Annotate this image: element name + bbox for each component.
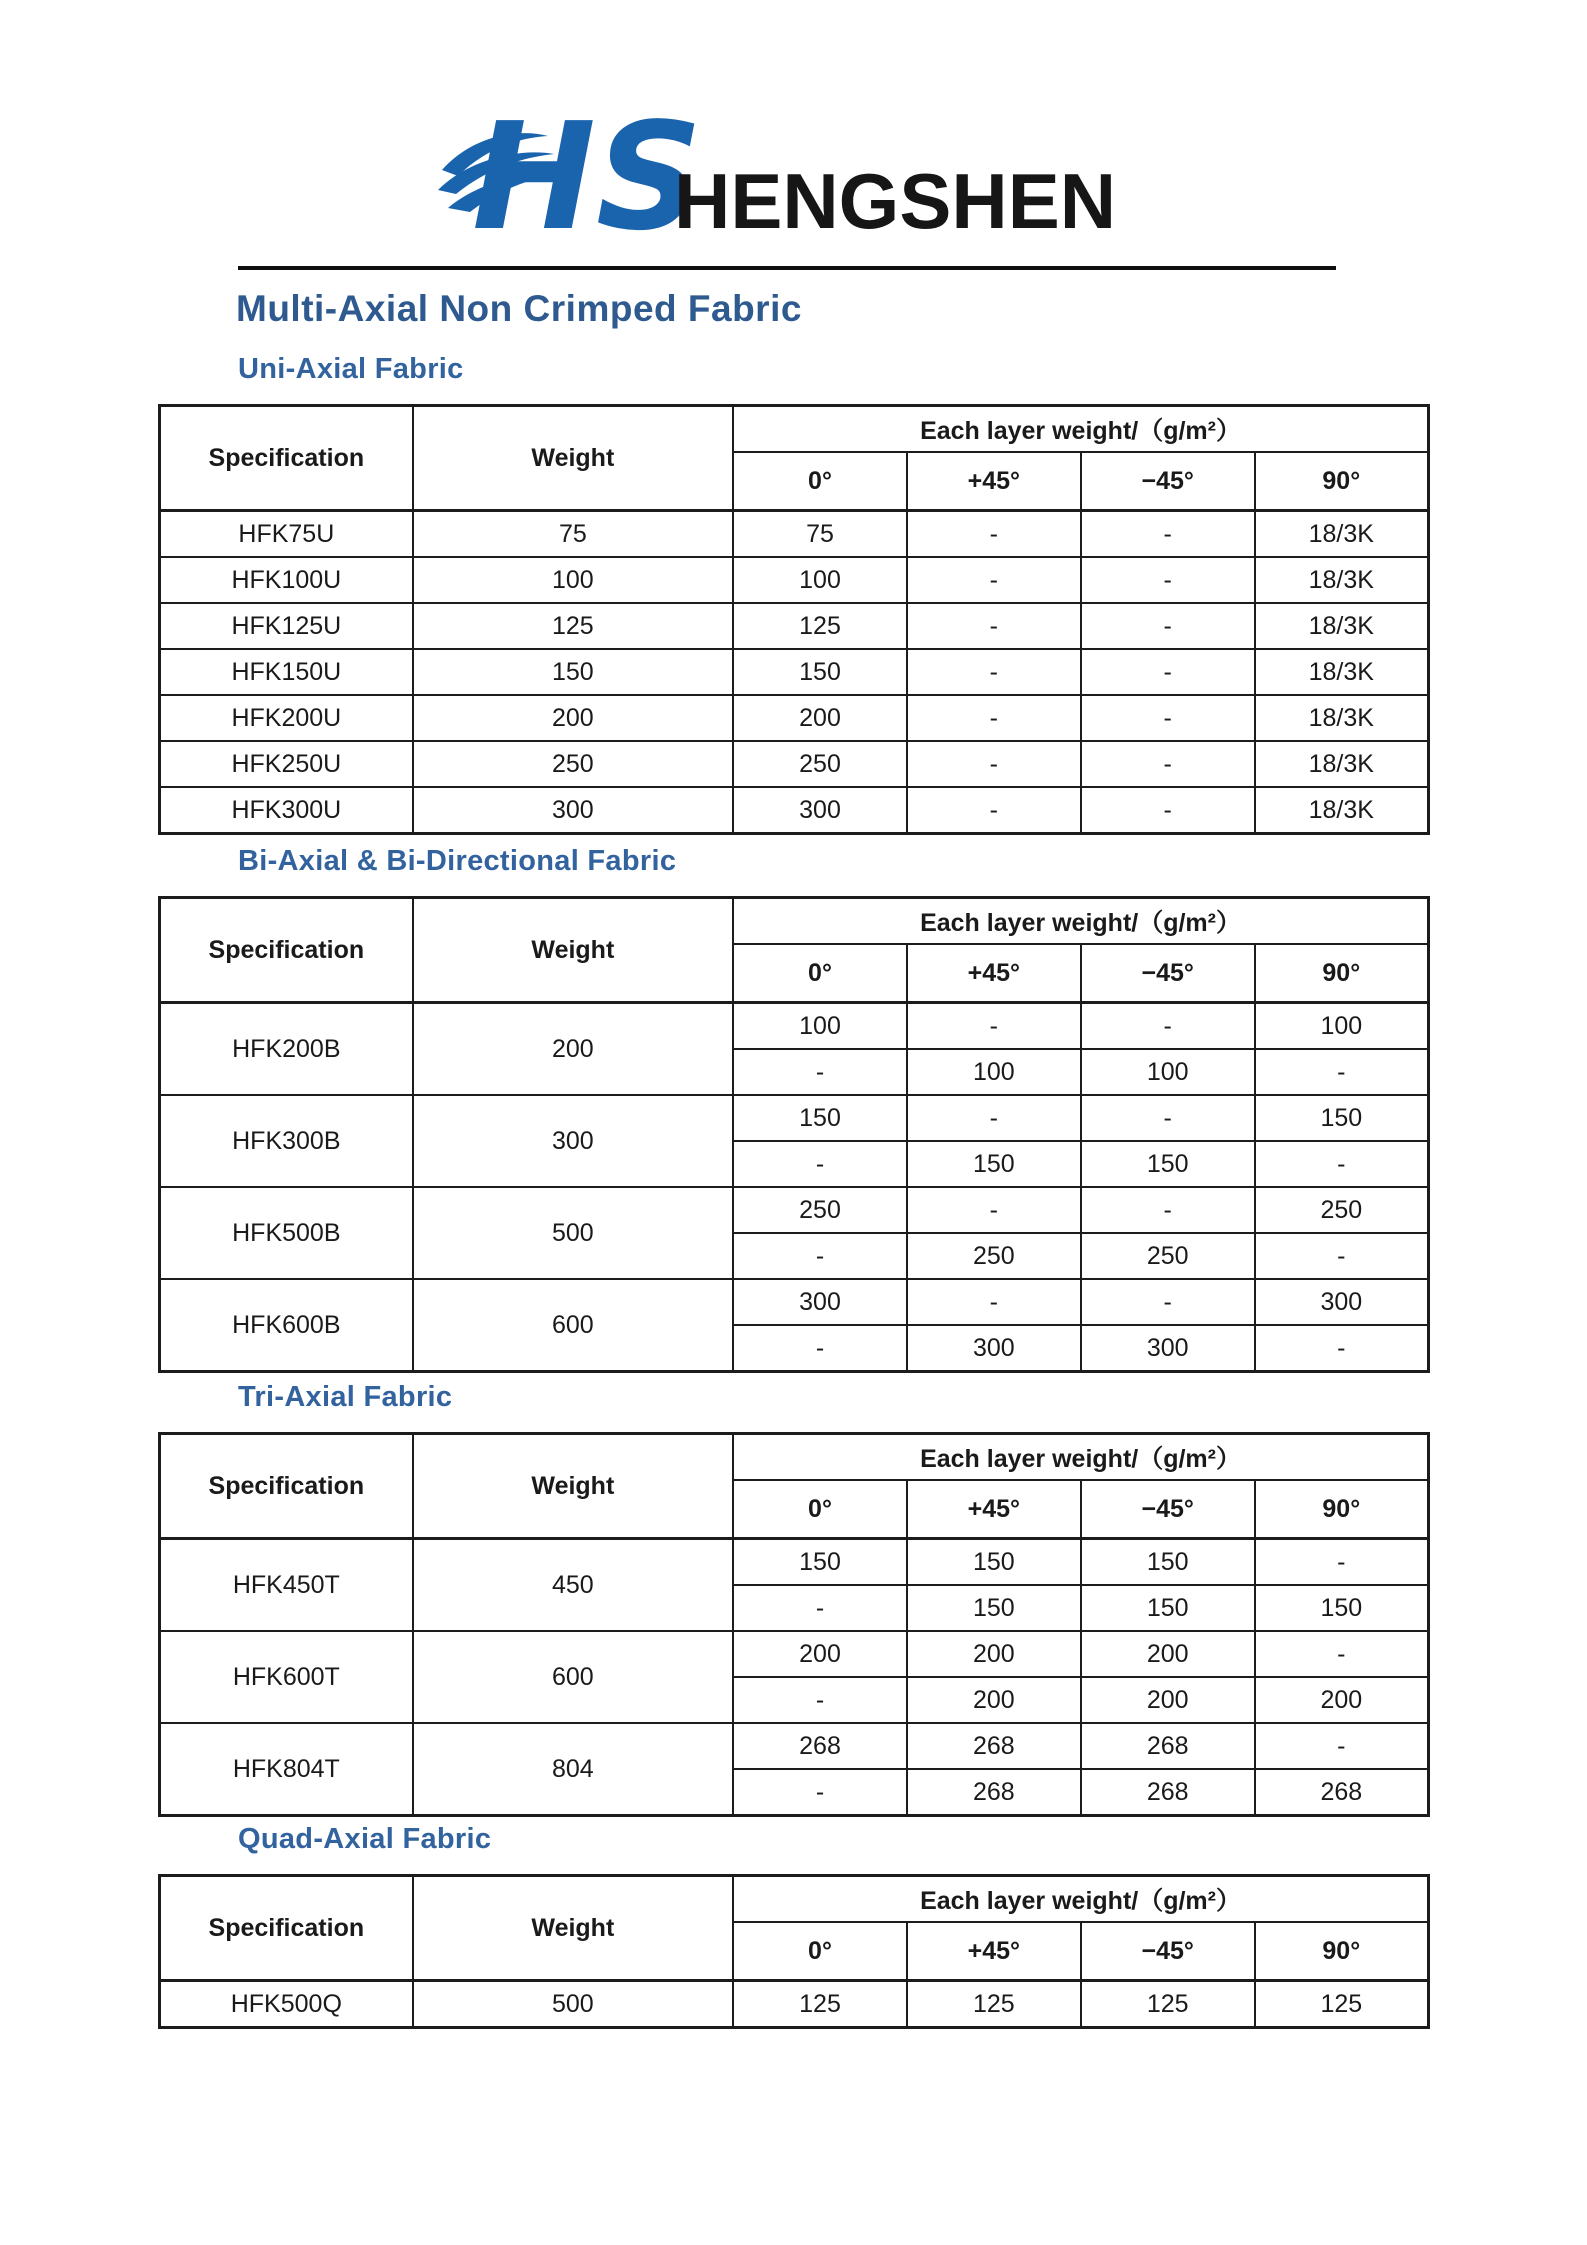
table-row [160, 1723, 1429, 1769]
layer-value-cell: 150 [907, 1539, 1081, 1586]
layer-value-cell: 300 [1255, 1279, 1429, 1325]
column-header-each-layer-weight: Each layer weight/（g/m²） [733, 1876, 1428, 1923]
column-header-plus45deg: +45° [907, 944, 1081, 1003]
column-header-weight: Weight [413, 1434, 733, 1539]
layer-value-cell: - [907, 1003, 1081, 1050]
spec-cell: HFK125U [160, 603, 413, 649]
weight-cell: 250 [413, 741, 733, 787]
layer-value-cell: - [1081, 787, 1255, 834]
layer-value-cell: 200 [733, 1631, 907, 1677]
column-header-90deg: 90° [1255, 1922, 1429, 1981]
layer-value-cell: - [1081, 1279, 1255, 1325]
layer-value-cell: 300 [1081, 1325, 1255, 1372]
layer-value-cell: 18/3K [1255, 557, 1429, 603]
layer-value-cell: - [1081, 741, 1255, 787]
layer-value-cell: 100 [733, 1003, 907, 1050]
layer-value-cell: - [1255, 1233, 1429, 1279]
hengshen-logo [436, 78, 1136, 250]
layer-value-cell: 150 [907, 1141, 1081, 1187]
layer-value-cell: 268 [1081, 1723, 1255, 1769]
column-header-weight: Weight [413, 406, 733, 511]
layer-value-cell: 268 [1255, 1769, 1429, 1816]
section-uni-axial [158, 352, 1430, 835]
layer-value-cell: 150 [733, 649, 907, 695]
layer-value-cell: 150 [733, 1539, 907, 1586]
layer-value-cell: 18/3K [1255, 511, 1429, 558]
column-header-each-layer-weight: Each layer weight/（g/m²） [733, 406, 1428, 453]
spec-cell: HFK804T [160, 1723, 413, 1816]
section-bi-axial [158, 844, 1430, 1373]
column-header-specification: Specification [160, 1434, 413, 1539]
table-row [160, 1003, 1429, 1050]
weight-cell: 600 [413, 1279, 733, 1372]
layer-value-cell: 150 [1081, 1539, 1255, 1586]
layer-value-cell: 200 [1081, 1677, 1255, 1723]
layer-value-cell: 18/3K [1255, 603, 1429, 649]
bi-axial-table [158, 896, 1430, 1373]
section-heading: Quad-Axial Fabric [238, 1823, 492, 1855]
layer-value-cell: 18/3K [1255, 649, 1429, 695]
table-body [160, 1981, 1429, 2028]
column-header-minus45deg: −45° [1081, 1480, 1255, 1539]
layer-value-cell: - [733, 1141, 907, 1187]
column-header-0deg: 0° [733, 1922, 907, 1981]
weight-cell: 125 [413, 603, 733, 649]
layer-value-cell: - [1255, 1141, 1429, 1187]
spec-cell: HFK600T [160, 1631, 413, 1723]
layer-value-cell: 250 [733, 1187, 907, 1233]
layer-value-cell: - [907, 741, 1081, 787]
layer-value-cell: - [1081, 511, 1255, 558]
tri-axial-table [158, 1432, 1430, 1817]
layer-value-cell: - [907, 1279, 1081, 1325]
layer-value-cell: - [1081, 603, 1255, 649]
layer-value-cell: 150 [907, 1585, 1081, 1631]
column-header-minus45deg: −45° [1081, 1922, 1255, 1981]
spec-cell: HFK500B [160, 1187, 413, 1279]
layer-value-cell: 150 [1081, 1141, 1255, 1187]
column-header-plus45deg: +45° [907, 1922, 1081, 1981]
layer-value-cell: - [733, 1325, 907, 1372]
logo-mark: HS [472, 91, 703, 250]
weight-cell: 804 [413, 1723, 733, 1816]
spec-cell: HFK250U [160, 741, 413, 787]
table-row [160, 649, 1429, 695]
column-header-each-layer-weight: Each layer weight/（g/m²） [733, 1434, 1428, 1481]
weight-cell: 100 [413, 557, 733, 603]
layer-value-cell: 250 [1255, 1187, 1429, 1233]
table-row [160, 1981, 1429, 2028]
layer-value-cell: 268 [733, 1723, 907, 1769]
layer-value-cell: - [907, 511, 1081, 558]
weight-cell: 500 [413, 1981, 733, 2028]
layer-value-cell: 150 [1255, 1585, 1429, 1631]
table-row [160, 741, 1429, 787]
layer-value-cell: - [907, 1187, 1081, 1233]
section-heading: Uni-Axial Fabric [238, 353, 464, 385]
section-quad-axial [158, 1822, 1430, 2029]
layer-value-cell: 250 [1081, 1233, 1255, 1279]
weight-cell: 300 [413, 1095, 733, 1187]
weight-cell: 200 [413, 1003, 733, 1096]
layer-value-cell: 300 [733, 1279, 907, 1325]
layer-value-cell: - [1255, 1723, 1429, 1769]
layer-value-cell: - [907, 695, 1081, 741]
table-row [160, 1187, 1429, 1233]
column-header-plus45deg: +45° [907, 1480, 1081, 1539]
spec-cell: HFK300U [160, 787, 413, 834]
layer-value-cell: 100 [907, 1049, 1081, 1095]
column-header-specification: Specification [160, 406, 413, 511]
header-divider-line [238, 266, 1336, 270]
layer-value-cell: - [1255, 1325, 1429, 1372]
layer-value-cell: 250 [907, 1233, 1081, 1279]
column-header-minus45deg: −45° [1081, 944, 1255, 1003]
layer-value-cell: 268 [907, 1723, 1081, 1769]
weight-cell: 450 [413, 1539, 733, 1632]
logo-wordmark: HENGSHEN [674, 157, 1117, 245]
weight-cell: 300 [413, 787, 733, 834]
layer-value-cell: 100 [1255, 1003, 1429, 1050]
column-header-specification: Specification [160, 1876, 413, 1981]
weight-cell: 75 [413, 511, 733, 558]
spec-cell: HFK200B [160, 1003, 413, 1096]
table-body [160, 511, 1429, 834]
layer-value-cell: 125 [1081, 1981, 1255, 2028]
layer-value-cell: 268 [1081, 1769, 1255, 1816]
column-header-plus45deg: +45° [907, 452, 1081, 511]
layer-value-cell: 200 [733, 695, 907, 741]
section-heading: Tri-Axial Fabric [238, 1381, 453, 1413]
section-tri-axial [158, 1380, 1430, 1817]
layer-value-cell: - [907, 1095, 1081, 1141]
layer-value-cell: 200 [1255, 1677, 1429, 1723]
layer-value-cell: 268 [907, 1769, 1081, 1816]
weight-cell: 500 [413, 1187, 733, 1279]
weight-cell: 200 [413, 695, 733, 741]
layer-value-cell: 125 [907, 1981, 1081, 2028]
column-header-90deg: 90° [1255, 1480, 1429, 1539]
column-header-specification: Specification [160, 898, 413, 1003]
layer-value-cell: 150 [733, 1095, 907, 1141]
column-header-0deg: 0° [733, 452, 907, 511]
column-header-each-layer-weight: Each layer weight/（g/m²） [733, 898, 1428, 945]
layer-value-cell: 75 [733, 511, 907, 558]
layer-value-cell: 200 [1081, 1631, 1255, 1677]
layer-value-cell: 250 [733, 741, 907, 787]
spec-cell: HFK150U [160, 649, 413, 695]
spec-cell: HFK600B [160, 1279, 413, 1372]
table-row [160, 695, 1429, 741]
spec-cell: HFK100U [160, 557, 413, 603]
table-row [160, 1631, 1429, 1677]
spec-cell: HFK300B [160, 1095, 413, 1187]
weight-cell: 600 [413, 1631, 733, 1723]
table-row [160, 603, 1429, 649]
layer-value-cell: 200 [907, 1631, 1081, 1677]
layer-value-cell: 18/3K [1255, 787, 1429, 834]
column-header-weight: Weight [413, 898, 733, 1003]
layer-value-cell: 200 [907, 1677, 1081, 1723]
section-heading: Bi-Axial & Bi-Directional Fabric [238, 845, 677, 877]
layer-value-cell: 100 [1081, 1049, 1255, 1095]
table-body [160, 1539, 1429, 1816]
layer-value-cell: - [1081, 1095, 1255, 1141]
column-header-0deg: 0° [733, 944, 907, 1003]
spec-cell: HFK500Q [160, 1981, 413, 2028]
weight-cell: 150 [413, 649, 733, 695]
layer-value-cell: 125 [733, 1981, 907, 2028]
table-body [160, 1003, 1429, 1372]
layer-value-cell: - [907, 649, 1081, 695]
layer-value-cell: 125 [1255, 1981, 1429, 2028]
layer-value-cell: - [1081, 1003, 1255, 1050]
layer-value-cell: - [907, 603, 1081, 649]
layer-value-cell: 150 [1255, 1095, 1429, 1141]
layer-value-cell: - [1081, 1187, 1255, 1233]
column-header-weight: Weight [413, 1876, 733, 1981]
page-title: Multi-Axial Non Crimped Fabric [236, 288, 802, 329]
table-row [160, 1095, 1429, 1141]
layer-value-cell: - [733, 1769, 907, 1816]
spec-cell: HFK450T [160, 1539, 413, 1632]
layer-value-cell: - [1081, 557, 1255, 603]
layer-value-cell: - [733, 1677, 907, 1723]
layer-value-cell: - [907, 557, 1081, 603]
layer-value-cell: 18/3K [1255, 695, 1429, 741]
layer-value-cell: 300 [733, 787, 907, 834]
layer-value-cell: - [733, 1049, 907, 1095]
table-row [160, 557, 1429, 603]
layer-value-cell: 125 [733, 603, 907, 649]
spec-cell: HFK200U [160, 695, 413, 741]
column-header-0deg: 0° [733, 1480, 907, 1539]
column-header-90deg: 90° [1255, 944, 1429, 1003]
uni-axial-table [158, 404, 1430, 835]
layer-value-cell: - [1081, 649, 1255, 695]
table-row [160, 787, 1429, 834]
layer-value-cell: - [733, 1233, 907, 1279]
spec-cell: HFK75U [160, 511, 413, 558]
layer-value-cell: 150 [1081, 1585, 1255, 1631]
table-row [160, 1539, 1429, 1586]
table-row [160, 511, 1429, 558]
layer-value-cell: 18/3K [1255, 741, 1429, 787]
layer-value-cell: - [1255, 1049, 1429, 1095]
column-header-minus45deg: −45° [1081, 452, 1255, 511]
layer-value-cell: 300 [907, 1325, 1081, 1372]
layer-value-cell: - [907, 787, 1081, 834]
layer-value-cell: 100 [733, 557, 907, 603]
layer-value-cell: - [1081, 695, 1255, 741]
quad-axial-table [158, 1874, 1430, 2029]
table-row [160, 1279, 1429, 1325]
layer-value-cell: - [1255, 1631, 1429, 1677]
layer-value-cell: - [1255, 1539, 1429, 1586]
layer-value-cell: - [733, 1585, 907, 1631]
column-header-90deg: 90° [1255, 452, 1429, 511]
